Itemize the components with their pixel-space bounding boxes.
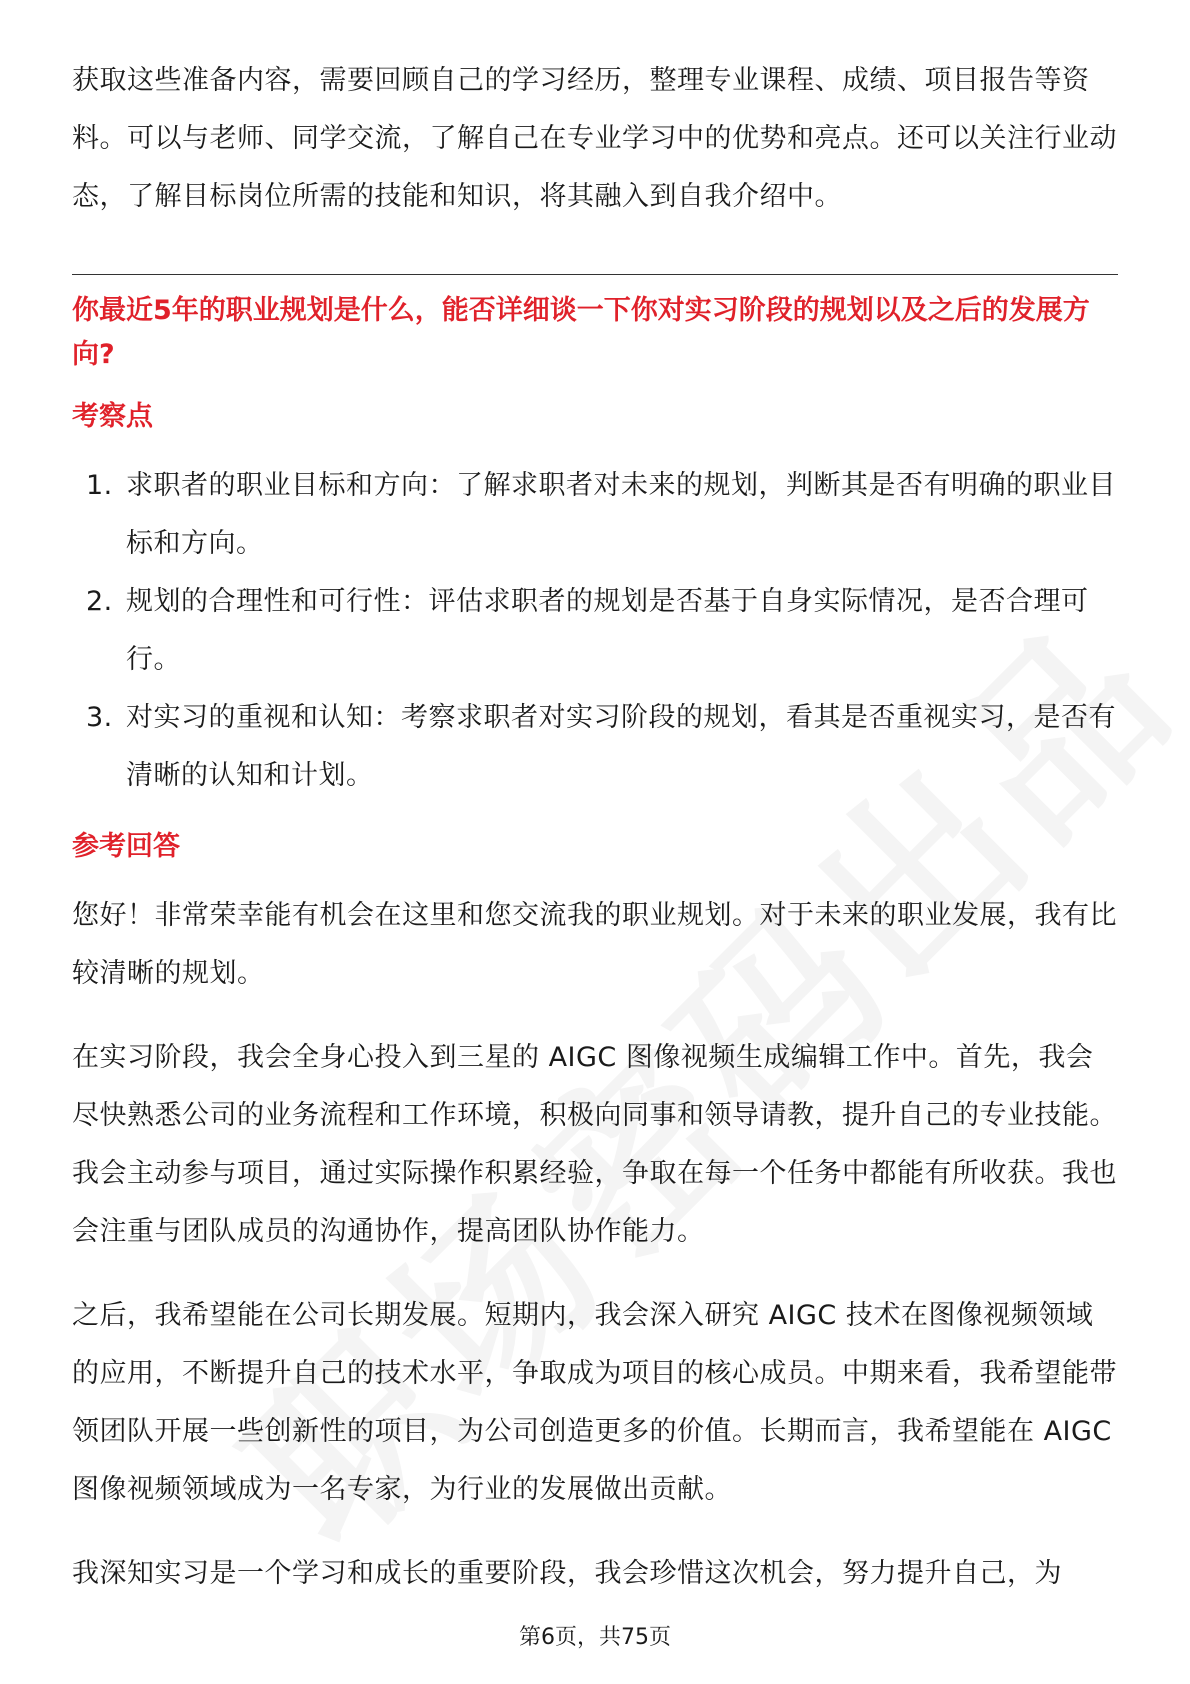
point-number: 3. [86, 702, 113, 733]
assessment-heading: 考察点 [72, 401, 153, 432]
intro-paragraph: 获取这些准备内容，需要回顾自己的学习经历，整理专业课程、成绩、项目报告等资料。可以与老师、同学交流，了解自己在专业学习中的优势和亮点。还可以关注行业动态，了解目标岗位所需的技能和知识，将其融入到自我介绍中。 [72, 65, 1117, 212]
page-number-footer: 第6页，共75页 [519, 1625, 671, 1650]
point-number: 2. [86, 586, 113, 617]
document-page [72, 52, 1118, 1603]
point-text: 求职者的职业目标和方向：了解求职者对未来的规划，判断其是否有明确的职业目标和方向。 [126, 470, 1116, 559]
assessment-points-list [72, 457, 1118, 805]
assessment-point [72, 689, 1118, 805]
section-divider [72, 274, 1118, 275]
answer-heading: 参考回答 [72, 831, 180, 862]
assessment-point [72, 457, 1118, 573]
question-title: 你最近5年的职业规划是什么，能否详细谈一下你对实习阶段的规划以及之后的发展方向? [72, 295, 1090, 370]
answer-paragraph: 您好！非常荣幸能有机会在这里和您交流我的职业规划。对于未来的职业发展，我有比较清晰的规划。 [72, 900, 1117, 989]
answer-paragraph: 我深知实习是一个学习和成长的重要阶段，我会珍惜这次机会，努力提升自己，为 [72, 1558, 1062, 1589]
answer-paragraph: 之后，我希望能在公司长期发展。短期内，我会深入研究 AIGC 技术在图像视频领域的应用，不断提升自己的技术水平，争取成为项目的核心成员。中期来看，我希望能带领团队开展一些创新性的项目，为公司创造更多的价值。长期而言，我希望能在 AIGC 图像视频领域成为一名专家，为行业的发展做出贡献。 [72, 1300, 1117, 1505]
point-text: 对实习的重视和认知：考察求职者对实习阶段的规划，看其是否重视实习，是否有清晰的认知和计划。 [126, 702, 1116, 791]
point-text: 规划的合理性和可行性：评估求职者的规划是否基于自身实际情况，是否合理可行。 [126, 586, 1089, 675]
assessment-point [72, 573, 1118, 689]
point-number: 1. [86, 470, 113, 501]
answer-paragraph: 在实习阶段，我会全身心投入到三星的 AIGC 图像视频生成编辑工作中。首先，我会尽快熟悉公司的业务流程和工作环境，积极向同事和领导请教，提升自己的专业技能。我会主动参与项目，通过实际操作积累经验，争取在每一个任务中都能有所收获。我也会注重与团队成员的沟通协作，提高团队协作能力。 [72, 1042, 1117, 1247]
